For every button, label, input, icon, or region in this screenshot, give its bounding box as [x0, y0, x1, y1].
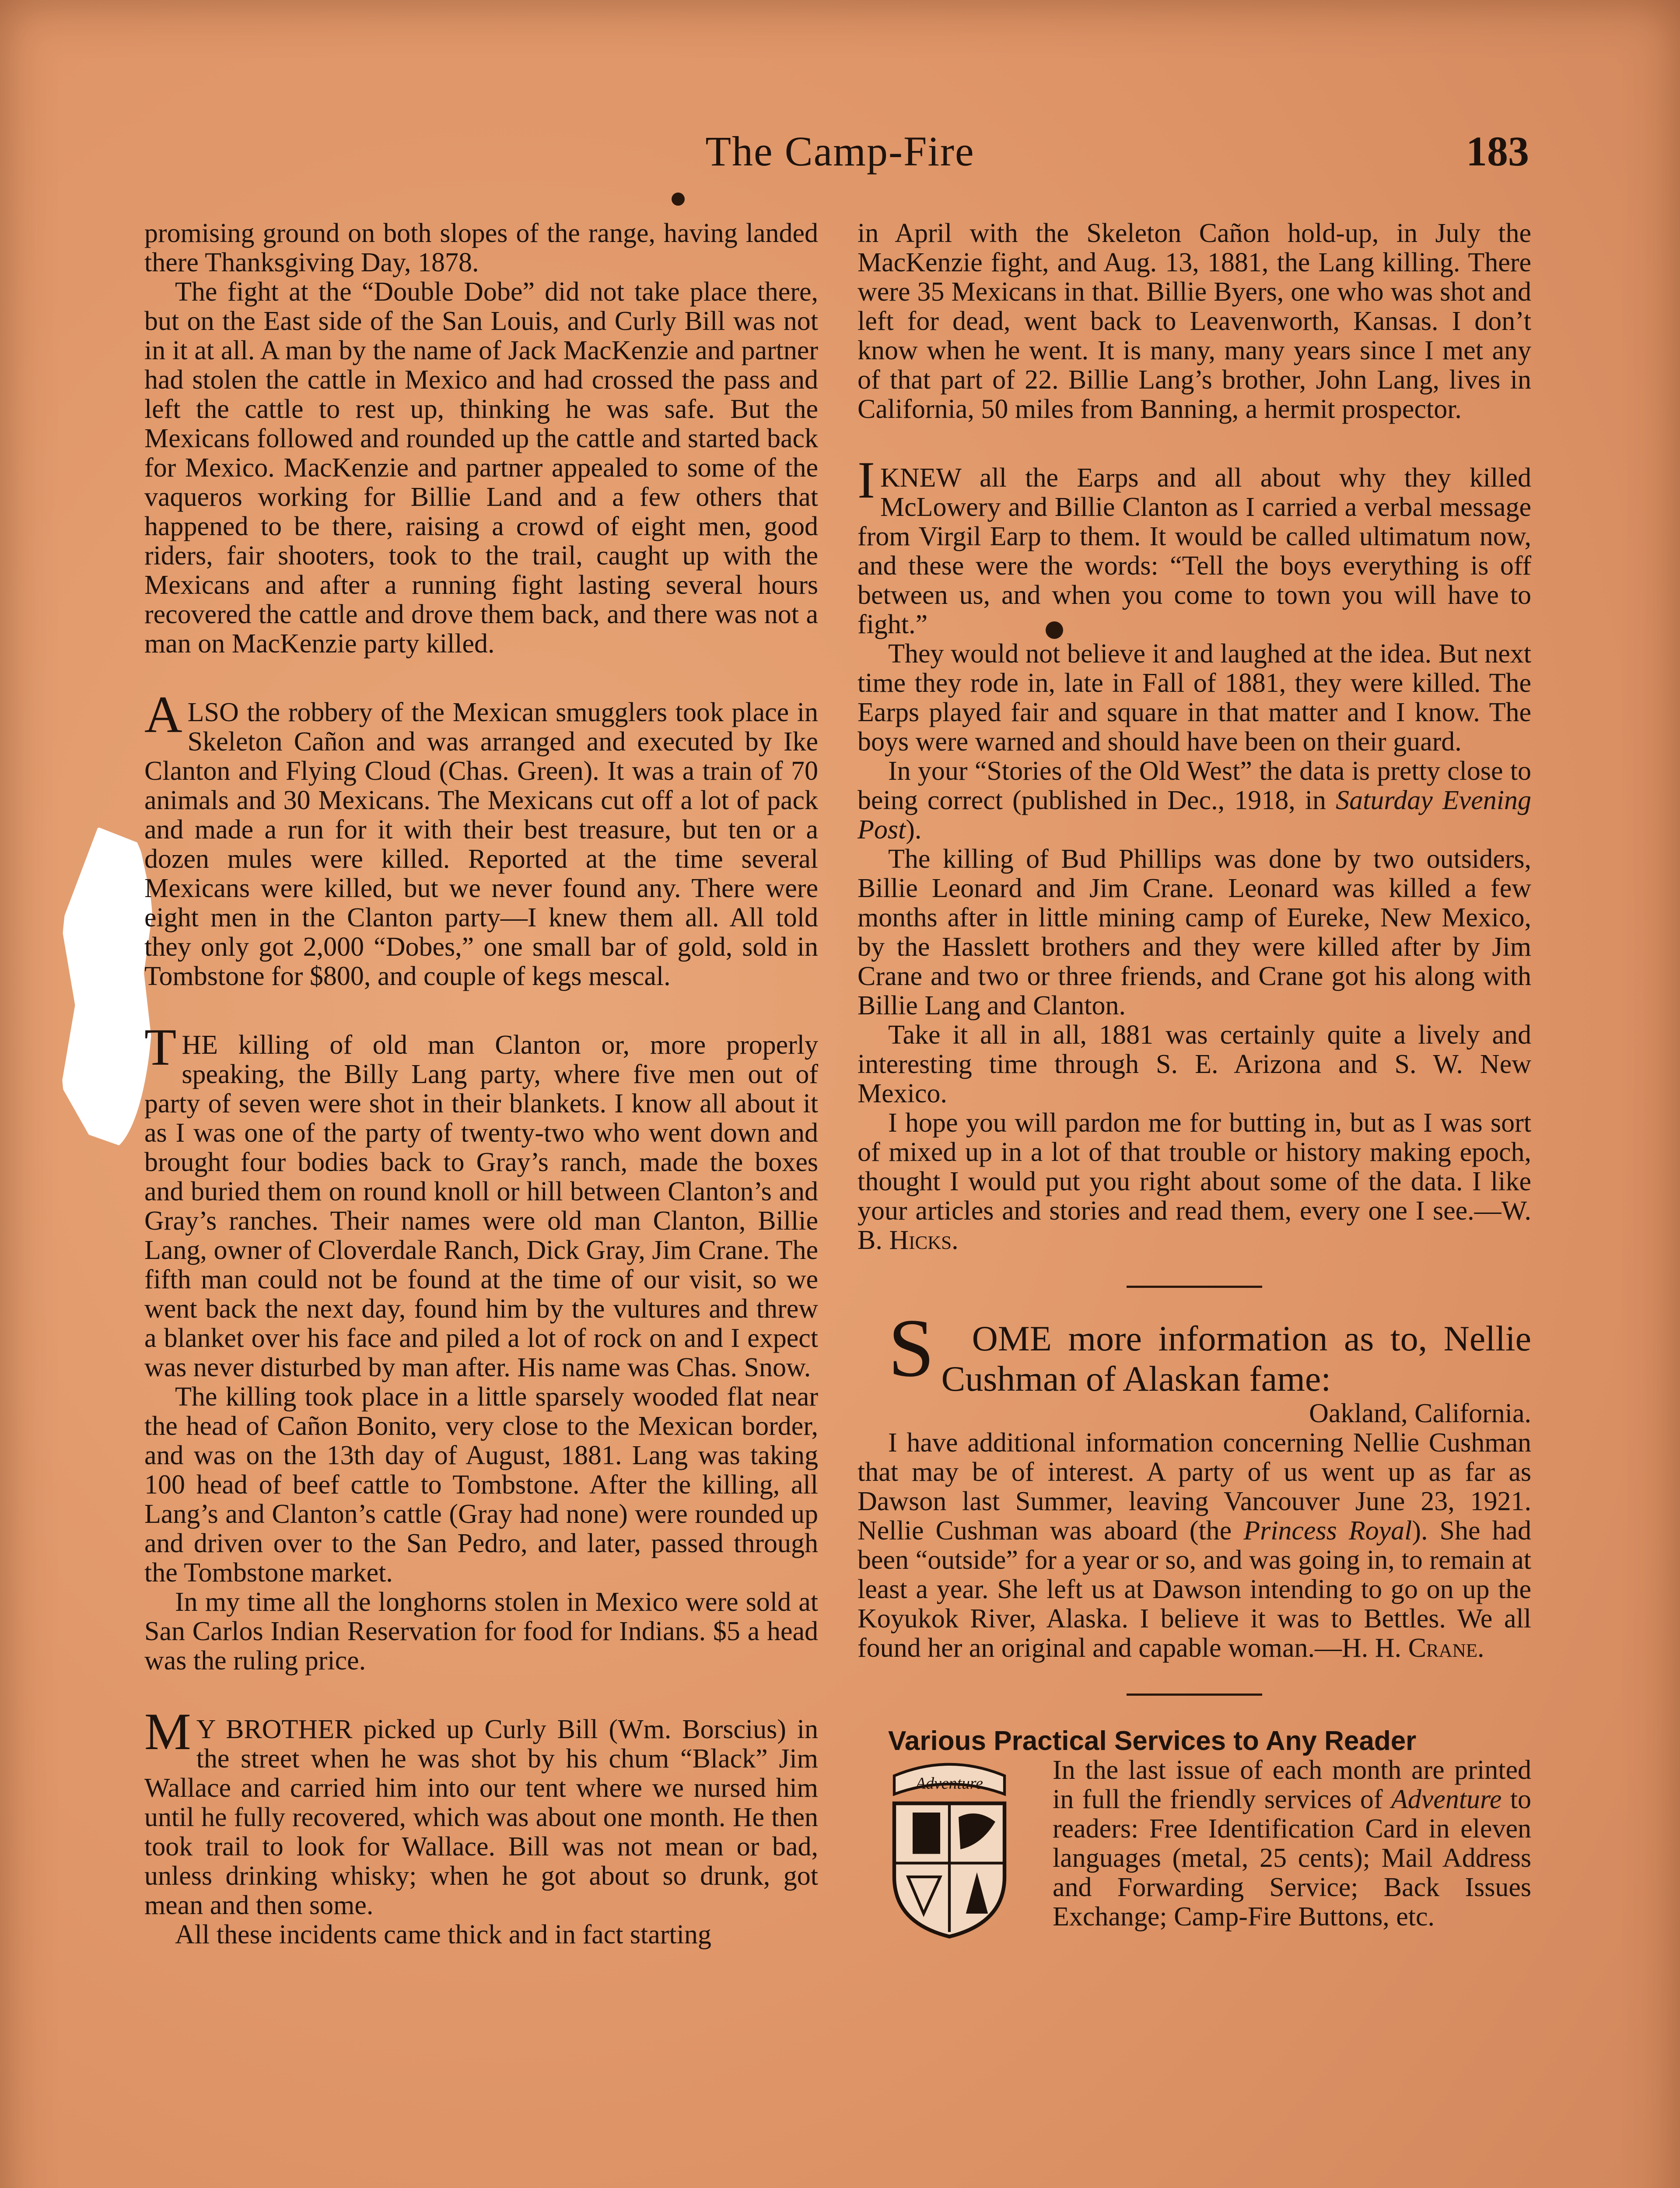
dateline: Oakland, California. [1309, 1399, 1531, 1428]
paragraph-text: ). [906, 815, 922, 845]
paragraph-text: In your “Stories of the Old West” the data is pretty close to being correct (published in Dec., 1918, in [858, 756, 1531, 815]
paragraph-text: I have additional information concerning Nellie Cushman that may be of interest. A party of us went up as far as Dawson last Summer, leaving Vancouver June 23, 1921. Nellie Cushman was aboard (the [858, 1428, 1531, 1546]
paragraph-text: I hope you will pardon me for butting in, but as I was sort of mixed up in a lot of that trouble or history making epoch, thought I would put you right about some of the data. I like your articles and stories and read them, every one I see.—W. B. [858, 1108, 1531, 1255]
intro-paragraph [858, 1302, 1531, 1399]
services-paragraph [858, 1756, 1531, 1932]
paragraph [858, 451, 1531, 639]
paragraph: The killing took place in a little sparsely wooded flat near the head of Cañon Bonito, very close to the Mexican border, and was on the 13th day of August, 1881. Lang was taking 100 head of beef cattle to Tombstone. After the killing, all Lang’s and Clanton’s cattle (Gray had none) were rounded up and driven over to the San Pedro, and later, passed through the Tombstone market. [144, 1382, 818, 1588]
paragraph-text: Y BROTHER picked up Curly Bill (Wm. Borscius) in the street when he was shot by his chum “Black” Jim Wallace and carried him into our tent where we nursed him until he fully recovered, which was about one month. He then took trail to look for Wallace. Bill was not mean or bad, unless drinking whisky; when he got about so drunk, got mean and then some. [144, 1715, 818, 1920]
paragraph [858, 757, 1531, 845]
paragraph: The killing of Bud Phillips was done by two outsiders, Billie Leonard and Jim Crane. Leonard was killed a few months after in little mining camp of Eureke, New Mexico, by the Hasslett brothers and they were killed after by Jim Crane and two or three friends, and Crane got his along with Billie Lang and Clanton. [858, 844, 1531, 1020]
drop-cap: S [888, 1302, 934, 1394]
section-divider [1127, 1694, 1262, 1696]
paragraph-text: LSO the robbery of the Mexican smugglers took place in Skeleton Cañon and was arranged and executed by Ike Clanton and Flying Cloud (Chas. Green). It was a train of 70 animals and 30 Mexicans. The Mexicans cut off a lot of pack and made a run for it with their best treasure, but ten or a dozen mules were killed. Reported at the time several Mexicans were killed, but we never found any. There were eight men in the Clanton party—I knew them all. All told they only got 2,000 “Dobes,” one small bar of gold, sold in Tombstone for $800, and couple of kegs mescal. [144, 698, 818, 991]
page-number: 183 [1466, 128, 1529, 175]
paragraph-text: KNEW all the Earps and all about why they killed McLowery and Billie Clanton as I carried a verbal message from Virgil Earp to them. It would be called ultimatum now, and these were the words: “Tell the boys everything is off between us, and when you come to town you will have to fight.” [858, 463, 1531, 639]
drop-cap: I [858, 451, 875, 509]
ink-spot [672, 193, 685, 206]
paragraph-text: ). She had been “outside” for a year or so, and was going in, to remain at least a year. She left us at Dawson intending to go on up the Koyukok River, Alaska. I believe it was to Bettles. We all found her an original and capable woman.—H. H. [858, 1516, 1532, 1663]
running-head: The Camp-Fire [705, 128, 975, 175]
paragraph [144, 1018, 818, 1382]
paragraph: All these incidents came thick and in fact starting [175, 1920, 711, 1950]
ship-name: Princess Royal [1243, 1516, 1412, 1546]
publication-title: Saturday Evening Post [858, 785, 1531, 845]
svg-text:Adventure: Adventure [916, 1774, 983, 1793]
magazine-name: Adventure [1391, 1785, 1502, 1814]
paper-tear [61, 827, 153, 1151]
adventure-emblem-icon [858, 1757, 1041, 1941]
paragraph: promising ground on both slopes of the range, having landed there Thanksgiving Day, 1878. [144, 218, 818, 277]
paragraph: Take it all in all, 1881 was certainly quite a lively and interesting time through S. E. Arizona and S. W. New Mexico. [858, 1020, 1531, 1108]
ink-spot [1046, 621, 1063, 639]
paragraph-text: HE killing of old man Clanton or, more properly speaking, the Billy Lang party, where five men out of party of seven were shot in their blankets. I know all about it as I was one of the party of twenty-two who went down and brought four bodies back to Gray’s ranch, made the boxes and buried them on round knoll or hill between Clanton’s and Gray’s ranches. Their names were old man Clanton, Billie Lang, owner of Cloverdale Ranch, Dick Gray, Jim Crane. The fifth man could not be found at the time of our visit, so we went back the next day, found him by the vultures and threw a blanket over his face and piled a lot of rock on and I expect was never disturbed by man after. His name was Chas. Snow. [144, 1030, 818, 1382]
page-header [140, 123, 1540, 184]
paragraph [858, 1108, 1531, 1255]
drop-cap: M [144, 1702, 191, 1760]
paragraph [144, 1702, 818, 1920]
paragraph: They would not believe it and laughed at the idea. But next time they rode in, late in Fall of 1881, they were killed. The Earps played fair and square in that matter and I know. The boys were warned and should have been on their guard. [858, 639, 1531, 757]
paragraph: The fight at the “Double Dobe” did not take place there, but on the East side of the San Louis, and Curly Bill was not in it at all. A man by the name of Jack MacKenzie and partner had stolen the cattle in Mexico and had crossed the pass and left the cattle to rest up, thinking he was safe. But the Mexicans followed and rounded up the cattle and started back for Mexico. MacKenzie and partner appealed to some of the vaqueros working for Billie Land and a few others that happened to be there, raising a crowd of eight men, good riders, fair shooters, took to the trail, caught up with the Mexicans and after a running fight lasting several hours recovered the cattle and drove them back, and there was not a man on MacKenzie party killed. [144, 277, 818, 659]
section-divider [1127, 1286, 1262, 1288]
signature: Hicks. [889, 1225, 959, 1255]
paragraph: in April with the Skeleton Cañon hold-up, in July the MacKenzie fight, and Aug. 13, 1881, the Lang killing. There were 35 Mexicans in that. Billie Byers, one who was shot and left for dead, went back to Leavenworth, Kansas. I don’t know when he went. It is many, many years since I met any of that part of 22. Billie Lang’s brother, John Lang, lives in California, 50 miles from Banning, a hermit prospector. [858, 218, 1531, 424]
left-column [144, 219, 818, 1950]
drop-cap: T [144, 1018, 177, 1076]
paragraph-text: to readers: Free Identification Card in eleven languages (metal, 25 cents); Mail Address and Forwarding Service; Back Issues Exchange; Camp-Fire Buttons, etc. [1053, 1785, 1531, 1932]
paragraph-text: OME more information as to, Nellie Cushman of Alaskan fame: [941, 1318, 1531, 1399]
signature: Crane. [1408, 1633, 1484, 1663]
paragraph [144, 685, 818, 991]
paragraph: In my time all the longhorns stolen in Mexico were sold at San Carlos Indian Reservation for food for Indians. $5 a head was the ruling price. [144, 1587, 818, 1676]
paragraph [858, 1428, 1531, 1663]
section-heading: Various Practical Services to Any Reader [888, 1726, 1417, 1756]
right-column [858, 219, 1531, 1941]
drop-cap: A [144, 685, 182, 743]
paragraph-text: In the last issue of each month are printed in full the friendly services of [1053, 1755, 1531, 1814]
